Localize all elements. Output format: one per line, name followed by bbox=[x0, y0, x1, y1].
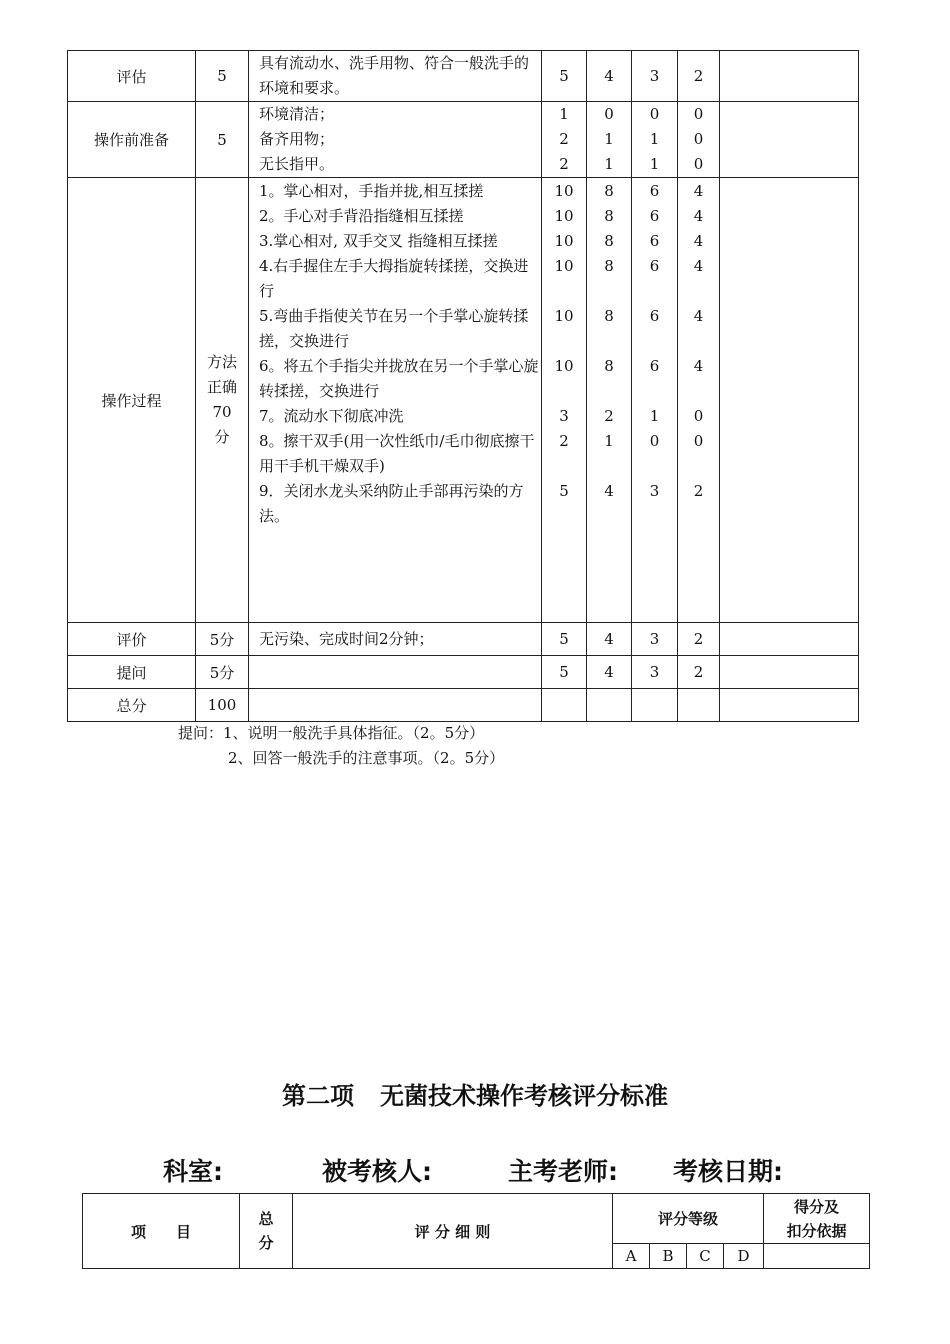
question-note-2: 2、回答一般洗手的注意事项。（2。5分） bbox=[228, 749, 505, 767]
step-text: 6。将五个手指尖并拢放在另一个手掌心旋转揉搓，交换进行 bbox=[259, 357, 539, 400]
grade-c-cell bbox=[632, 102, 678, 178]
grade-d-cell: 4 4 4 4 4 4 0 0 2 bbox=[678, 178, 720, 623]
grade-d-cell: 2 bbox=[678, 51, 720, 102]
grade-b-cell bbox=[587, 102, 632, 178]
points-cell: 5分 bbox=[196, 623, 249, 656]
item-cell: 操作过程 bbox=[68, 178, 196, 623]
grade-c-cell: 6 6 6 6 6 6 1 0 3 bbox=[632, 178, 678, 623]
step-text: 9．关闭水龙头采纳防止手部再污染的方法。 bbox=[259, 482, 524, 525]
department-label: 科室: bbox=[163, 1157, 223, 1186]
examinee-label: 被考核人: bbox=[322, 1157, 432, 1186]
grade-value: 2 bbox=[559, 130, 569, 148]
grade-value: 1 bbox=[604, 130, 614, 148]
section-title bbox=[0, 1076, 950, 1111]
detail-text: 具有流动水、洗手用物、符合一般洗手的环境和要求。 bbox=[259, 54, 530, 97]
step-text: 4.右手握住左手大拇指旋转揉搓，交换进行 bbox=[259, 257, 529, 300]
grade-d-cell bbox=[678, 102, 720, 178]
table-row-eval bbox=[68, 623, 859, 656]
grade-a-cell: 5 bbox=[542, 623, 587, 656]
grade-value: 1 bbox=[649, 130, 660, 148]
grade-value: 0 bbox=[693, 130, 704, 148]
detail-line: 环境清洁； bbox=[259, 105, 335, 123]
item-cell: 总分 bbox=[68, 689, 196, 722]
grade-c-cell: 3 bbox=[632, 656, 678, 689]
points-cell: 5 bbox=[196, 51, 249, 102]
item-cell: 操作前准备 bbox=[68, 102, 196, 178]
grade-value: 1 bbox=[649, 155, 660, 173]
score-header: 得分及 扣分依据 bbox=[764, 1194, 870, 1244]
grade-b-cell: 4 bbox=[587, 623, 632, 656]
table-row-question bbox=[68, 656, 859, 689]
item-cell: 评估 bbox=[68, 51, 196, 102]
grade-b-cell: 4 bbox=[587, 51, 632, 102]
grade-a-cell: 5 bbox=[542, 51, 587, 102]
score-cell bbox=[720, 51, 859, 102]
grade-a-cell: 5 bbox=[542, 656, 587, 689]
section-number: 第二项 bbox=[282, 1082, 354, 1110]
exam-date-label: 考核日期: bbox=[673, 1157, 783, 1186]
grade-d-header: D bbox=[724, 1244, 764, 1269]
table-row-process bbox=[68, 178, 859, 623]
grade-b-cell: 8 8 8 8 8 8 2 1 4 bbox=[587, 178, 632, 623]
steps-cell bbox=[249, 178, 542, 623]
grade-b-header: B bbox=[650, 1244, 687, 1269]
grade-c-header: C bbox=[687, 1244, 724, 1269]
detail-cell bbox=[249, 656, 542, 689]
grade-value: 0 bbox=[649, 105, 660, 123]
score-cell bbox=[720, 656, 859, 689]
item-header: 项 目 bbox=[83, 1194, 240, 1269]
step-text: 1。掌心相对，手指并拢,相互揉搓 bbox=[259, 182, 484, 200]
item-cell: 评价 bbox=[68, 623, 196, 656]
grade-header: 评分等级 bbox=[613, 1194, 764, 1244]
detail-line: 无长指甲。 bbox=[259, 155, 335, 173]
step-text: 7。流动水下彻底冲洗 bbox=[259, 407, 404, 425]
table-row-assess bbox=[68, 51, 859, 102]
grade-d-cell: 2 bbox=[678, 656, 720, 689]
points-cell: 方法 正确 70 分 bbox=[196, 178, 249, 623]
table-row-total bbox=[68, 689, 859, 722]
grade-a-cell: 10 10 10 10 10 10 3 2 5 bbox=[542, 178, 587, 623]
score-cell bbox=[720, 178, 859, 623]
grade-value: 1 bbox=[559, 105, 569, 123]
question-note-1: 提问：1、说明一般洗手具体指征。（2。5分） bbox=[178, 724, 485, 742]
section-name: 无菌技术操作考核评分标准 bbox=[380, 1082, 668, 1110]
grade-value: 0 bbox=[693, 155, 704, 173]
score-blank-cell bbox=[764, 1244, 870, 1269]
grade-value: 2 bbox=[559, 155, 569, 173]
grade-value: 1 bbox=[604, 155, 614, 173]
grade-a-cell bbox=[542, 102, 587, 178]
score-cell bbox=[720, 623, 859, 656]
detail-cell bbox=[249, 102, 542, 178]
detail-cell: 无污染、完成时间2分钟； bbox=[249, 623, 542, 656]
grade-value: 0 bbox=[604, 105, 614, 123]
aseptic-technique-score-table bbox=[82, 1193, 870, 1269]
grade-c-cell: 3 bbox=[632, 623, 678, 656]
hand-washing-score-table bbox=[67, 50, 859, 722]
grade-value: 0 bbox=[693, 105, 704, 123]
points-cell: 5分 bbox=[196, 656, 249, 689]
grade-a-header: A bbox=[613, 1244, 650, 1269]
grade-b-cell: 4 bbox=[587, 656, 632, 689]
header-row bbox=[83, 1194, 870, 1244]
examiner-label: 主考老师: bbox=[508, 1157, 618, 1186]
item-cell: 提问 bbox=[68, 656, 196, 689]
points-cell: 100 bbox=[196, 689, 249, 722]
detail-line: 备齐用物； bbox=[259, 130, 335, 148]
detail-header: 评 分 细 则 bbox=[293, 1194, 613, 1269]
points-cell: 5 bbox=[196, 102, 249, 178]
table-row-prep bbox=[68, 102, 859, 178]
points-header: 总 分 bbox=[240, 1194, 293, 1269]
step-text: 2。手心对手背沿指缝相互揉搓 bbox=[259, 207, 464, 225]
score-cell bbox=[720, 102, 859, 178]
step-text: 8。擦干双手(用一次性纸巾/毛巾彻底擦干用干手机干燥双手) bbox=[259, 432, 535, 475]
step-text: 3.掌心相对, 双手交叉 指缝相互揉搓 bbox=[259, 232, 498, 250]
step-text: 5.弯曲手指使关节在另一个手掌心旋转揉搓，交换进行 bbox=[259, 307, 529, 350]
grade-d-cell: 2 bbox=[678, 623, 720, 656]
grade-c-cell: 3 bbox=[632, 51, 678, 102]
